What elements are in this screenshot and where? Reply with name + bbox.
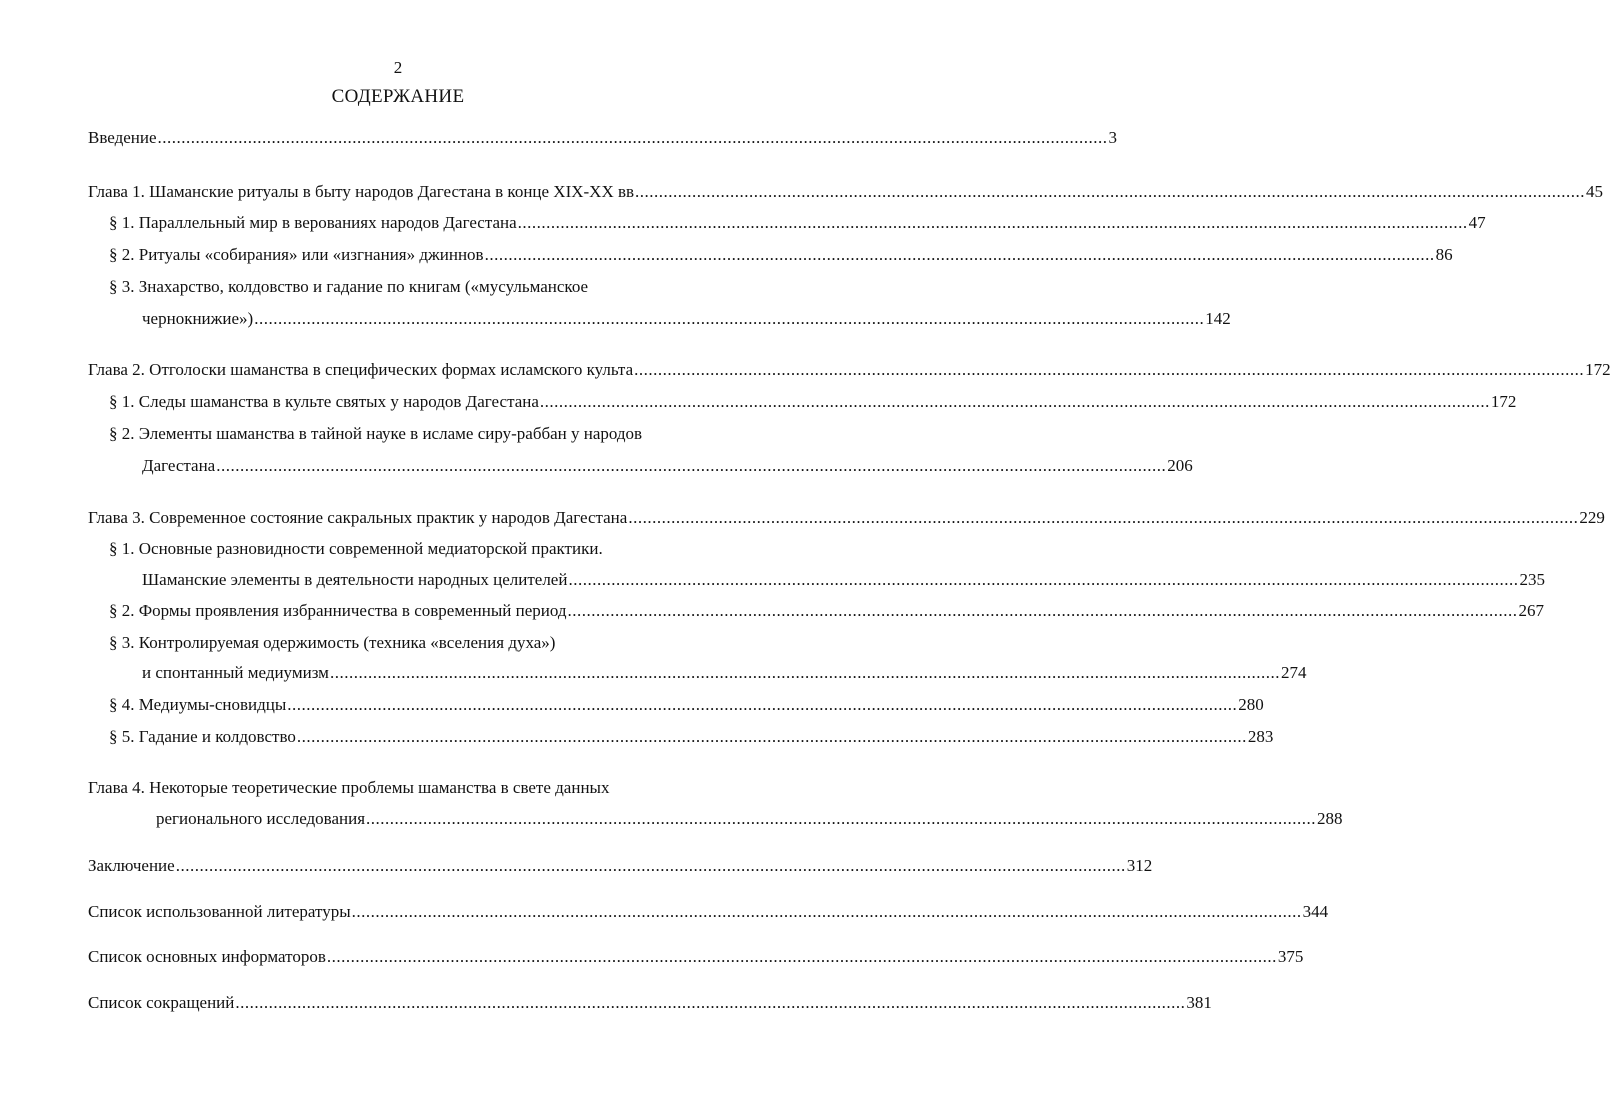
toc-entry-text: и спонтанный медиумизм	[142, 663, 329, 682]
toc-entry-text: § 4. Медиумы-сновидцы	[109, 695, 287, 714]
toc-entry-ch3-section-4	[109, 694, 1264, 716]
dot-leader: ........................................................................................................................................................................................................	[296, 727, 1247, 746]
toc-entry-text: чернокнижие»)	[142, 309, 254, 328]
toc-entry-conclusion	[88, 855, 1153, 877]
toc-entry-text: Шаманские элементы в деятельности народных целителей	[142, 570, 568, 589]
dot-leader: ........................................................................................................................................................................................................	[351, 902, 1302, 921]
toc-entry-ch3-section-5	[109, 726, 1274, 748]
toc-entry-text: Заключение	[88, 856, 175, 875]
toc-entry-page: 142	[1205, 309, 1231, 328]
toc-entry-chapter-4	[156, 808, 1343, 830]
toc-entry-ch1-section-3-line1: § 3. Знахарство, колдовство и гадание по книгам («мусульманское	[109, 277, 589, 296]
page-number: 2	[393, 58, 403, 77]
dot-leader: ........................................................................................................................................................................................................	[567, 601, 1518, 620]
toc-entry-page: 312	[1126, 856, 1153, 875]
page-title: СОДЕРЖАНИЕ	[331, 86, 465, 107]
toc-entry-text: Дагестана	[142, 456, 216, 475]
toc-entry-chapter-3	[88, 507, 1605, 529]
dot-leader: ........................................................................................................................................................................................................	[539, 392, 1490, 411]
dot-leader: ........................................................................................................................................................................................................	[287, 695, 1238, 714]
dot-leader: ........................................................................................................................................................................................................	[366, 809, 1317, 828]
toc-entry-page: 3	[1108, 128, 1118, 147]
toc-entry-chapter-2	[88, 359, 1611, 381]
toc-entry-page: 47	[1468, 213, 1486, 232]
toc-entry-text: Список сокращений	[88, 993, 235, 1012]
toc-entry-text: Глава 1. Шаманские ритуалы в быту народов Дагестана в конце XIX-XX вв	[88, 182, 635, 201]
toc-entry-page: 206	[1167, 456, 1193, 475]
toc-entry-page: 229	[1579, 508, 1605, 527]
toc-entry-page: 375	[1277, 947, 1304, 966]
toc-entry-ch3-section-3	[142, 662, 1307, 684]
dot-leader: ........................................................................................................................................................................................................	[517, 213, 1468, 232]
toc-entry-page: 274	[1280, 663, 1307, 682]
toc-entry-ch2-section-2-line1: § 2. Элементы шаманства в тайной науке в исламе сиру-раббан у народов	[109, 424, 643, 443]
toc-entry-page: 172	[1585, 360, 1611, 379]
toc-entry-page: 288	[1317, 809, 1343, 828]
toc-entry-ch3-section-1-line1: § 1. Основные разновидности современной медиаторской практики.	[109, 539, 603, 558]
toc-entry-page: 86	[1435, 245, 1453, 264]
toc-entry-page: 235	[1519, 570, 1545, 589]
toc-entry-ch1-section-3	[142, 308, 1231, 330]
toc-entry-ch3-section-2	[109, 600, 1544, 622]
toc-entry-page: 45	[1586, 182, 1604, 201]
toc-entry-text: Глава 3. Современное состояние сакральных практик у народов Дагестана	[88, 508, 628, 527]
toc-entry-ch2-section-1	[109, 391, 1517, 413]
dot-leader: ........................................................................................................................................................................................................	[628, 508, 1579, 527]
toc-entry-page: 280	[1238, 695, 1264, 714]
toc-entry-ch3-section-3-line1: § 3. Контролируемая одержимость (техника «вселения духа»)	[109, 633, 556, 652]
dot-leader: ........................................................................................................................................................................................................	[326, 947, 1277, 966]
toc-entry-text: § 1. Параллельный мир в верованиях народов Дагестана	[109, 213, 517, 232]
toc-entry-text: Введение	[88, 128, 157, 147]
toc-entry-page: 344	[1302, 902, 1329, 921]
toc-entry-text: § 2. Ритуалы «собирания» или «изгнания» джиннов	[109, 245, 484, 264]
toc-entry-text: § 5. Гадание и колдовство	[109, 727, 296, 746]
toc-entry-bibliography	[88, 901, 1329, 923]
toc-entry-text: Список основных информаторов	[88, 947, 326, 966]
toc-entry-text: Глава 2. Отголоски шаманства в специфических формах исламского культа	[88, 360, 634, 379]
toc-entry-page: 172	[1490, 392, 1517, 411]
toc-entry-text: Список использованной литературы	[88, 902, 351, 921]
dot-leader: ........................................................................................................................................................................................................	[254, 309, 1205, 328]
toc-entry-intro	[88, 127, 1118, 149]
dot-leader: ........................................................................................................................................................................................................	[157, 128, 1108, 147]
dot-leader: ........................................................................................................................................................................................................	[329, 663, 1280, 682]
dot-leader: ........................................................................................................................................................................................................	[175, 856, 1126, 875]
toc-entry-chapter-1	[88, 181, 1604, 203]
dot-leader: ........................................................................................................................................................................................................	[235, 993, 1186, 1012]
toc-entry-ch2-section-2	[142, 455, 1193, 477]
toc-entry-page: 267	[1518, 601, 1544, 620]
toc-entry-text: регионального исследования	[156, 809, 366, 828]
toc-entry-page: 381	[1186, 993, 1212, 1012]
dot-leader: ........................................................................................................................................................................................................	[634, 360, 1585, 379]
toc-entry-informants	[88, 946, 1304, 968]
dot-leader: ........................................................................................................................................................................................................	[216, 456, 1167, 475]
toc-entry-text: § 2. Формы проявления избранничества в современный период	[109, 601, 567, 620]
toc-entry-ch1-section-2	[109, 244, 1453, 266]
toc-entry-ch1-section-1	[109, 212, 1486, 234]
dot-leader: ........................................................................................................................................................................................................	[484, 245, 1435, 264]
toc-entry-page: 283	[1247, 727, 1274, 746]
toc-entry-ch3-section-1	[142, 569, 1545, 591]
dot-leader: ........................................................................................................................................................................................................	[635, 182, 1586, 201]
dot-leader: ........................................................................................................................................................................................................	[568, 570, 1519, 589]
toc-entry-text: § 1. Следы шаманства в культе святых у народов Дагестана	[109, 392, 539, 411]
toc-entry-chapter-4-line1: Глава 4. Некоторые теоретические проблемы шаманства в свете данных	[88, 778, 610, 797]
toc-entry-abbreviations	[88, 992, 1212, 1014]
